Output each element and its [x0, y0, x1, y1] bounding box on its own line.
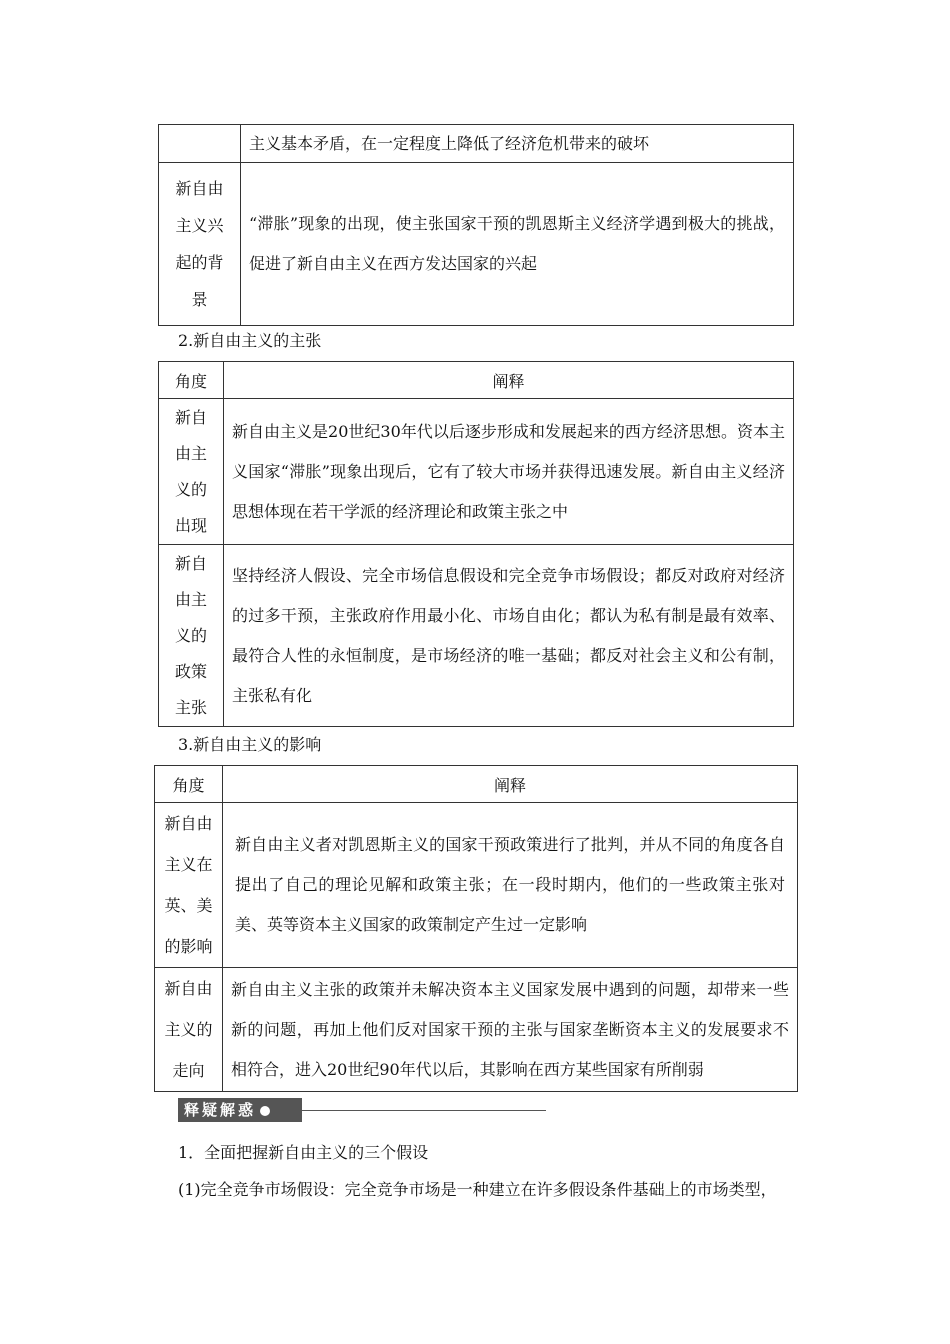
header-cell-angle: 角度 — [155, 766, 223, 803]
description-cell: 坚持经济人假设、完全市场信息假设和完全竞争市场假设；都反对政府对经济的过多干预，主张政府作用最小化、市场自由化；都认为私有制是最有效率、最符合人性的永恒制度，是市场经济的唯一基础；都反对社会主义和公有制，主张私有化 — [224, 545, 794, 727]
category-cell: 新自由主义的出现 — [159, 399, 224, 545]
bullet-dot-icon — [260, 1106, 270, 1116]
table-row — [159, 125, 794, 163]
table-claims — [158, 361, 794, 727]
point-1-sub-1: (1)完全竞争市场假设：完全竞争市场是一种建立在许多假设条件基础上的市场类型， — [178, 1180, 777, 1199]
category-cell: 新自由主义的走向 — [155, 968, 223, 1092]
table-header-row — [155, 766, 798, 803]
table-row — [159, 399, 794, 545]
header-cell-explanation: 阐释 — [223, 766, 798, 803]
description-cell: 新自由主义是20世纪30年代以后逐步形成和发展起来的西方经济思想。资本主义国家“滞胀”现象出现后，它有了较大市场并获得迅速发展。新自由主义经济思想体现在若干学派的经济理论和政策主张之中 — [224, 399, 794, 545]
header-cell-explanation: 阐释 — [224, 362, 794, 399]
table-header-row — [159, 362, 794, 399]
point-1: 1．全面把握新自由主义的三个假设 — [178, 1143, 429, 1162]
table-row — [159, 163, 794, 326]
section-heading-3: 3.新自由主义的影响 — [178, 735, 322, 754]
table-influence — [154, 765, 798, 1092]
category-cell: 新自由主义兴起的背景 — [159, 163, 241, 326]
banner-divider — [302, 1110, 546, 1111]
section-banner — [178, 1098, 548, 1124]
description-cell: 新自由主义主张的政策并未解决资本主义国家发展中遇到的问题，却带来一些新的问题，再加上他们反对国家干预的主张与国家垄断资本主义的发展要求不相符合，进入20世纪90年代以后，其影响在西方某些国家有所削弱 — [223, 968, 798, 1092]
banner-label-box — [178, 1098, 302, 1122]
description-cell: 新自由主义者对凯恩斯主义的国家干预政策进行了批判，并从不同的角度各自提出了自己的理论见解和政策主张；在一段时期内，他们的一些政策主张对美、英等资本主义国家的政策制定产生过一定影响 — [223, 803, 798, 968]
category-cell: 新自由主义在英、美的影响 — [155, 803, 223, 968]
table-row — [155, 968, 798, 1092]
section-heading-2: 2.新自由主义的主张 — [178, 331, 322, 350]
description-cell: “滞胀”现象的出现，使主张国家干预的凯恩斯主义经济学遇到极大的挑战，促进了新自由主义在西方发达国家的兴起 — [241, 163, 794, 326]
table-continuation — [158, 124, 794, 326]
description-cell: 主义基本矛盾，在一定程度上降低了经济危机带来的破坏 — [241, 125, 794, 163]
category-cell — [159, 125, 241, 163]
table-row — [155, 803, 798, 968]
category-cell: 新自由主义的政策主张 — [159, 545, 224, 727]
banner-label: 释疑解惑 — [184, 1101, 257, 1119]
header-cell-angle: 角度 — [159, 362, 224, 399]
table-row — [159, 545, 794, 727]
